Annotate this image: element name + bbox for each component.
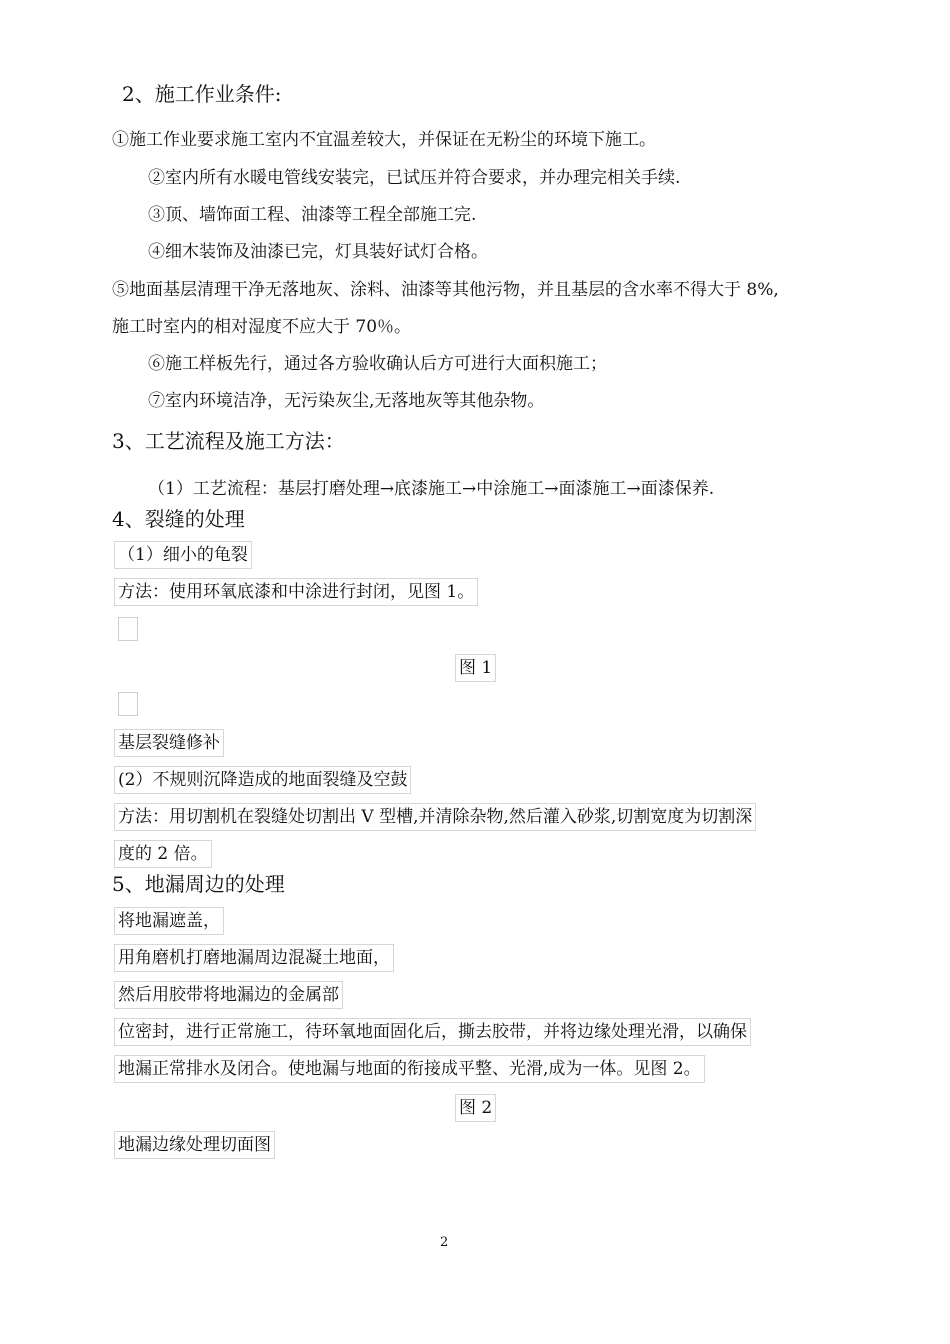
section-2-heading: 2、施工作业条件: [122, 82, 282, 106]
drain-step-2: 用角磨机打磨地漏周边混凝土地面， [114, 944, 394, 972]
crack-method-1: 方法：使用环氧底漆和中涂进行封闭，见图 1。 [114, 578, 478, 606]
crack-method-2-cont: 度的 2 倍。 [114, 840, 212, 868]
process-flow: （1）工艺流程：基层打磨处理→底漆施工→中涂施工→面漆施工→面漆保养. [148, 479, 715, 499]
crack-sub-1: （1）细小的龟裂 [114, 541, 252, 569]
drain-step-3: 然后用胶带将地漏边的金属部 [114, 981, 343, 1009]
condition-item-1: ①施工作业要求施工室内不宜温差较大，并保证在无粉尘的环境下施工。 [112, 130, 656, 150]
section-4-heading: 4、裂缝的处理 [112, 507, 245, 531]
figure-1b-image-placeholder [118, 692, 138, 716]
figure-1-label: 图 1 [455, 654, 496, 682]
condition-item-5: ⑤地面基层清理干净无落地灰、涂料、油漆等其他污物，并且基层的含水率不得大于 8%, [112, 280, 779, 300]
condition-item-4: ④细木装饰及油漆已完，灯具装好试灯合格。 [148, 242, 488, 262]
figure-1-caption: 基层裂缝修补 [114, 729, 224, 757]
condition-item-7: ⑦室内环境洁净，无污染灰尘,无落地灰等其他杂物。 [148, 391, 545, 411]
condition-item-6: ⑥施工样板先行，通过各方验收确认后方可进行大面积施工； [148, 354, 607, 374]
figure-2-label: 图 2 [455, 1094, 496, 1122]
section-5-heading: 5、地漏周边的处理 [112, 872, 285, 896]
section-3-heading: 3、工艺流程及施工方法： [112, 429, 345, 453]
drain-step-1: 将地漏遮盖， [114, 907, 224, 935]
condition-item-5-cont: 施工时室内的相对湿度不应大于 70％。 [112, 317, 412, 337]
condition-item-2: ②室内所有水暖电管线安装完，已试压并符合要求，并办理完相关手续. [148, 168, 681, 188]
figure-2-caption: 地漏边缘处理切面图 [114, 1131, 275, 1159]
page-number: 2 [440, 1235, 449, 1250]
crack-method-2: 方法：用切割机在裂缝处切割出 V 型槽,并清除杂物,然后灌入砂浆,切割宽度为切割深 [114, 803, 756, 831]
figure-1-image-placeholder [118, 617, 138, 641]
drain-step-4: 位密封，进行正常施工，待环氧地面固化后，撕去胶带，并将边缘处理光滑，以确保 [114, 1018, 751, 1046]
condition-item-3: ③顶、墙饰面工程、油漆等工程全部施工完. [148, 205, 477, 225]
crack-sub-2: (2）不规则沉降造成的地面裂缝及空鼓 [114, 766, 411, 794]
drain-step-5: 地漏正常排水及闭合。使地漏与地面的衔接成平整、光滑,成为一体。见图 2。 [114, 1055, 705, 1083]
